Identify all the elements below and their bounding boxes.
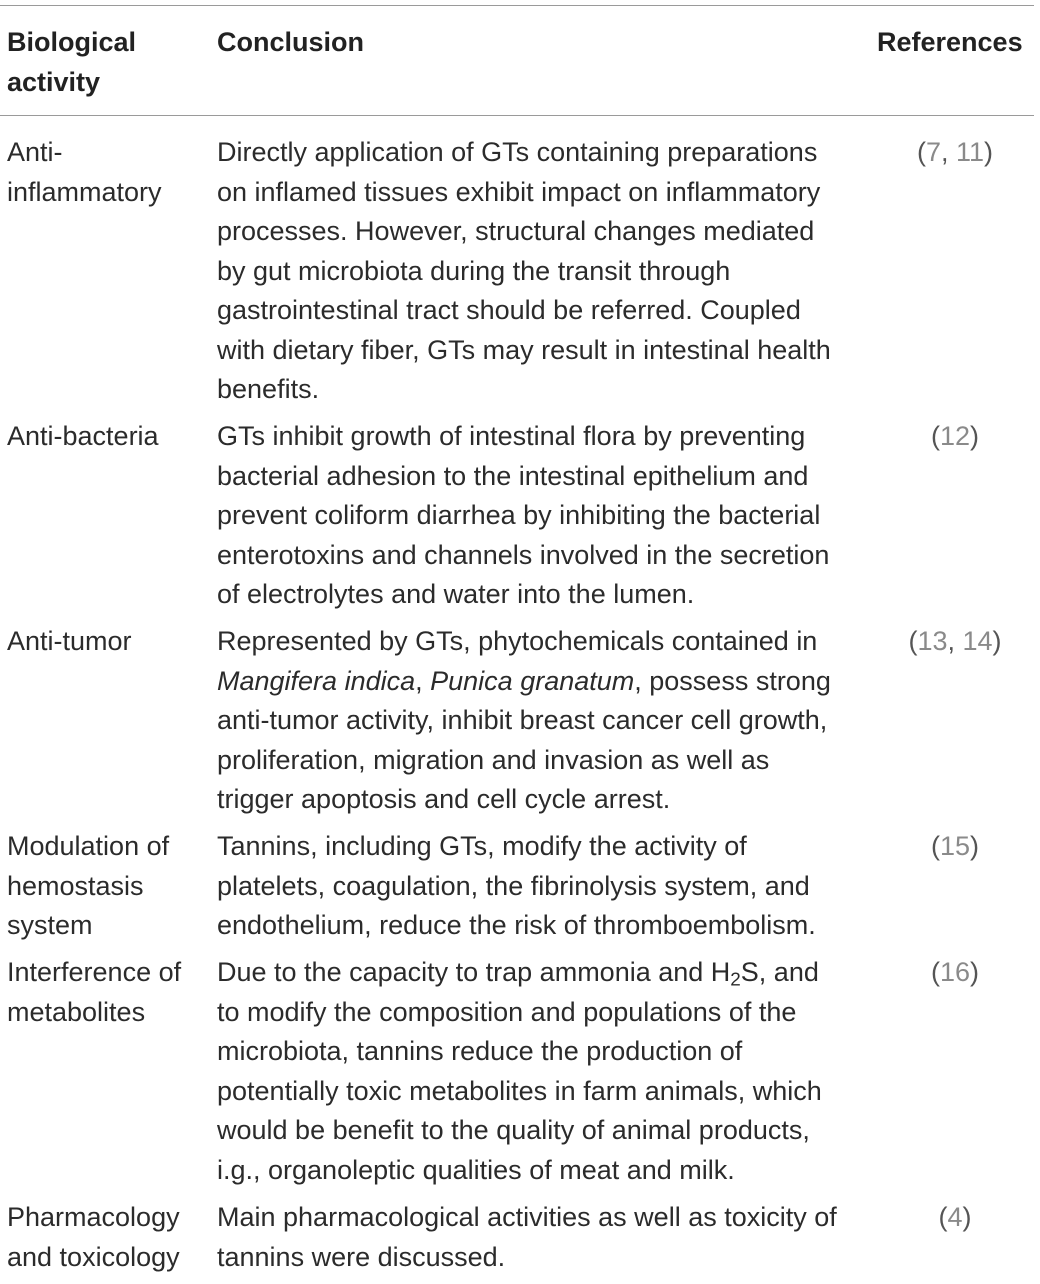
- activity-line: Anti-bacteria: [7, 421, 159, 451]
- conclusion-line: Directly application of GTs containing preparations: [217, 137, 818, 167]
- activity-line: Interference of: [7, 957, 182, 987]
- ref-paren: ): [970, 831, 980, 861]
- header-activity-line: Biological: [7, 27, 137, 57]
- conclusion-cell: [217, 622, 872, 820]
- ref-paren: ): [992, 626, 1002, 656]
- subscript: 2: [730, 969, 741, 991]
- ref-paren: (: [930, 831, 940, 861]
- reference-cell: [875, 827, 1035, 867]
- conclusion-text: S, and: [740, 957, 819, 987]
- activity-cell: [7, 953, 207, 1032]
- conclusion-line: anti-tumor activity, inhibit breast cancer cell growth,: [217, 705, 828, 735]
- activity-line: Anti-tumor: [7, 626, 132, 656]
- ref-paren: ): [970, 957, 980, 987]
- header-biological-activity: [7, 22, 207, 102]
- activity-cell: [7, 133, 207, 212]
- activity-line: and toxicology: [7, 1241, 180, 1272]
- activity-line: Pharmacology: [7, 1202, 180, 1232]
- header-rule: [0, 115, 1034, 116]
- conclusion-line: [217, 662, 872, 702]
- reference-link[interactable]: 7: [925, 137, 941, 167]
- reference-cell: [875, 953, 1035, 993]
- ref-paren: ): [962, 1202, 972, 1232]
- conclusion-text: Due to the capacity to trap ammonia and H: [217, 957, 731, 987]
- header-activity-line: activity: [7, 67, 101, 97]
- activity-cell: [7, 622, 207, 662]
- conclusion-line: Represented by GTs, phytochemicals contained in: [217, 626, 818, 656]
- reference-cell: [875, 417, 1035, 457]
- table-row: [0, 827, 1040, 953]
- reference-link[interactable]: 11: [956, 137, 985, 167]
- reference-cell: [875, 622, 1035, 662]
- activity-line: Modulation of: [7, 831, 170, 861]
- conclusion-line: trigger apoptosis and cell cycle arrest.: [217, 784, 671, 814]
- table-row: [0, 953, 1040, 1198]
- conclusion-line: microbiota, tannins reduce the production of: [217, 1036, 743, 1066]
- conclusion-line: to modify the composition and populations of the: [217, 996, 797, 1027]
- conclusion-cell: [217, 827, 872, 946]
- conclusion-cell: [217, 417, 872, 615]
- conclusion-line: GTs inhibit growth of intestinal flora by preventing: [217, 421, 806, 451]
- reference-cell: [875, 133, 1035, 173]
- ref-paren: (: [930, 421, 940, 451]
- ref-sep: ,: [947, 626, 963, 656]
- reference-link[interactable]: 16: [939, 957, 971, 987]
- activity-cell: [7, 827, 207, 946]
- conclusion-line: processes. However, structural changes mediated: [217, 216, 815, 246]
- table-header: [0, 22, 1040, 112]
- table-body: [0, 133, 1040, 1284]
- reference-link[interactable]: 15: [939, 831, 971, 861]
- ref-sep: ,: [940, 137, 956, 167]
- reference-link[interactable]: 4: [947, 1202, 963, 1232]
- conclusion-cell: [217, 1198, 872, 1277]
- conclusion-line: potentially toxic metabolites in farm animals, which: [217, 1075, 822, 1106]
- activity-line: Anti-: [7, 137, 63, 167]
- conclusion-line: by gut microbiota during the transit through: [217, 255, 731, 286]
- table-row: [0, 622, 1040, 827]
- conclusion-line: proliferation, migration and invasion as well as: [217, 744, 770, 775]
- conclusion-line: would be benefit to the quality of animal products,: [217, 1115, 810, 1145]
- ref-paren: ): [984, 137, 994, 167]
- header-conclusion: Conclusion: [217, 27, 364, 57]
- conclusion-line: bacterial adhesion to the intestinal epithelium and: [217, 460, 809, 491]
- table-row: [0, 1198, 1040, 1284]
- conclusion-line: i.g., organoleptic qualities of meat and milk.: [217, 1154, 735, 1185]
- species-name: Punica granatum: [430, 665, 635, 696]
- conclusion-line: gastrointestinal tract should be referred. Coupled: [217, 295, 801, 325]
- conclusion-line: Main pharmacological activities as well as toxicity of: [217, 1202, 837, 1232]
- ref-paren: ): [970, 421, 980, 451]
- reference-link[interactable]: 12: [939, 421, 971, 451]
- conclusion-cell: [217, 133, 872, 410]
- conclusion-line: Tannins, including GTs, modify the activity of: [217, 831, 747, 861]
- table-row: [0, 417, 1040, 622]
- activity-line: inflammatory: [7, 176, 162, 207]
- species-name: Mangifera indica: [217, 665, 416, 696]
- conclusion-line: with dietary fiber, GTs may result in intestinal health: [217, 334, 831, 365]
- conclusion-tail: , possess strong: [634, 665, 831, 696]
- conclusion-line: platelets, coagulation, the fibrinolysis system, and: [217, 870, 810, 901]
- activity-line: hemostasis: [7, 870, 144, 901]
- activity-cell: [7, 417, 207, 457]
- activity-cell: [7, 1198, 207, 1277]
- activity-line: metabolites: [7, 996, 146, 1027]
- conclusion-line: on inflamed tissues exhibit impact on inflammatory: [217, 176, 821, 207]
- ref-paren: (: [908, 626, 918, 656]
- conclusion-line: prevent coliform diarrhea by inhibiting the bacterial: [217, 500, 821, 530]
- conclusion-line: [217, 953, 872, 993]
- conclusion-cell: [217, 953, 872, 1190]
- species-sep: ,: [415, 665, 431, 696]
- ref-paren: (: [930, 957, 940, 987]
- conclusion-line: benefits.: [217, 374, 320, 404]
- reference-cell: [875, 1198, 1035, 1238]
- ref-paren: (: [938, 1202, 948, 1232]
- ref-paren: (: [916, 137, 926, 167]
- table-top-rule: [0, 5, 1034, 6]
- table-row: [0, 133, 1040, 417]
- reference-link[interactable]: 14: [962, 626, 993, 656]
- conclusion-line: enterotoxins and channels involved in the secretion: [217, 539, 830, 570]
- conclusion-line: endothelium, reduce the risk of thromboembolism.: [217, 910, 816, 940]
- reference-link[interactable]: 13: [917, 626, 948, 656]
- header-references: References: [877, 27, 1023, 57]
- activity-line: system: [7, 910, 93, 940]
- conclusion-line: of electrolytes and water into the lumen.: [217, 579, 695, 609]
- conclusion-line: tannins were discussed.: [217, 1241, 506, 1272]
